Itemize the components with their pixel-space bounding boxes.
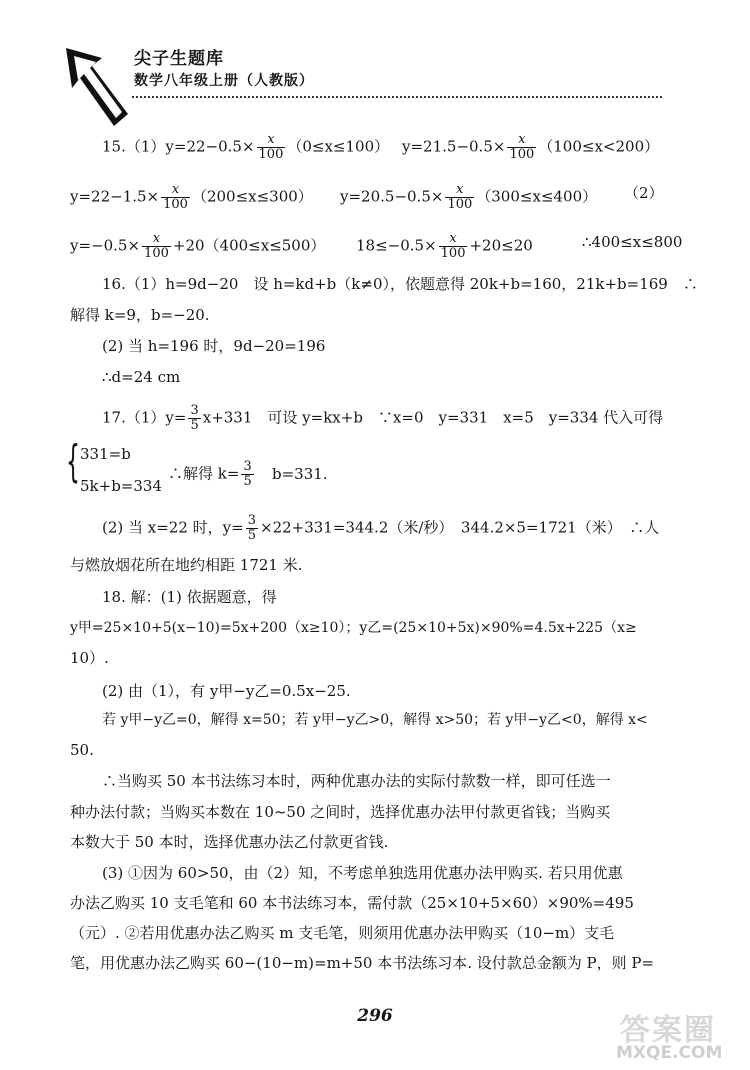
line-18-l: （元）. ②若用优惠办法乙购买 m 支毛笔，则须用优惠办法甲购买（10−m）支毛 — [70, 924, 615, 942]
text-segment: （0≤x≤100） — [287, 137, 390, 156]
line-17-d: 与燃放烟花所在地约相距 1721 米. — [70, 556, 303, 574]
text-segment: y=20.5−0.5× — [340, 187, 444, 206]
text-segment: x+331 可设 y=kx+b ∵x=0 y=331 x=5 y=334 代入可得 — [202, 408, 664, 427]
text-segment: （200≤x≤300） — [191, 187, 313, 206]
line-18-g: ∴当购买 50 本书法练习本时，两种优惠办法的实际付款数一样，即可任选一 — [102, 772, 611, 790]
text-segment: 17.（1）y= — [102, 408, 187, 427]
line-18-e: 若 y甲−y乙=0，解得 x=50；若 y甲−y乙>0，解得 x>50；若 y甲−y乙<0，解得 x< — [102, 712, 648, 728]
fraction: $\frac{x}{100}$ — [163, 182, 188, 212]
watermark-text: 答案圈 — [620, 1013, 716, 1048]
watermark-url: MXQE.COM — [616, 1043, 723, 1063]
text-segment: 18≤−0.5× — [356, 236, 437, 255]
text-segment: ∴400≤x≤800 — [582, 233, 683, 251]
line-17-b4: b=331. — [272, 465, 328, 483]
text-segment: (2) 当 x=22 时，y= — [102, 518, 244, 537]
fraction: $\frac{3}{5}$ — [247, 513, 256, 543]
line-16-d: ∴d=24 cm — [102, 368, 181, 386]
watermark — [610, 1005, 740, 1065]
line-15-c — [70, 232, 325, 261]
system-brace: { — [66, 436, 80, 487]
page-number: 296 — [357, 1006, 393, 1026]
text-segment: y=21.5−0.5× — [402, 137, 506, 156]
line-18-f: 50. — [70, 741, 94, 759]
fraction: $\frac{x}{100}$ — [258, 132, 284, 162]
line-18-c: 10）. — [70, 649, 109, 667]
line-17-c — [102, 514, 659, 543]
fraction: $\frac{3}{5}$ — [243, 459, 252, 489]
line-15-b2 — [340, 183, 597, 212]
text-segment: 15.（1）y=22−0.5× — [102, 137, 255, 156]
line-17-a — [102, 404, 663, 433]
line-16-b: 解得 k=9，b=−20. — [70, 306, 210, 324]
fraction: $\frac{x}{100}$ — [447, 182, 473, 212]
line-15-b3 — [624, 183, 664, 203]
fraction: $\frac{x}{100}$ — [440, 231, 466, 261]
line-18-j: (3) ①因为 60>50，由（2）知，不考虑单独选用优惠办法甲购买. 若只用优惠 — [102, 864, 623, 882]
text-segment: y=22−1.5× — [70, 187, 160, 206]
line-18-b: y甲=25×10+5(x−10)=5x+200（x≥10）；y乙=(25×10+5x)×90%=4.5x+225（x≥ — [70, 620, 637, 636]
book-title: 尖子生题库 — [134, 49, 224, 69]
line-15-c3 — [582, 232, 682, 252]
text-segment: y=−0.5× — [70, 236, 141, 255]
line-15-b — [70, 183, 313, 212]
line-17-b3 — [168, 460, 256, 489]
line-16-a: 16.（1）h=9d−20 设 h=kd+b（k≠0），依题意得 20k+b=160，21k+b=169 ∴ — [102, 275, 698, 293]
line-18-i: 本数大于 50 本时，选择优惠办法乙付款更省钱. — [70, 833, 389, 851]
fraction: $\frac{x}{100}$ — [144, 231, 169, 261]
line-18-d: (2) 由（1），有 y甲−y乙=0.5x−25. — [102, 682, 351, 700]
fraction: $\frac{3}{5}$ — [190, 403, 199, 433]
text-segment: ×22+331=344.2（米/秒） 344.2×5=1721（米） ∴人 — [260, 518, 660, 537]
line-17-b2: 5k+b=334 — [80, 477, 163, 495]
line-18-k: 办法乙购买 10 支毛笔和 60 本书法练习本，需付款（25×10+5×60）×90%=495 — [70, 894, 634, 912]
line-15-a — [102, 133, 389, 162]
line-18-m: 笔，用优惠办法乙购买 60−(10−m)=m+50 本书法练习本. 设付款总金额为 P，则 P= — [70, 954, 655, 972]
line-15-c2 — [356, 232, 533, 261]
line-16-c: (2) 当 h=196 时，9d−20=196 — [102, 337, 326, 355]
text-segment: +20≤20 — [469, 236, 533, 255]
text-segment: ∴解得 k= — [168, 464, 240, 483]
book-subtitle: 数学八年级上册（人教版） — [134, 73, 314, 89]
fraction: $\frac{x}{100}$ — [509, 132, 535, 162]
text-segment: （2） — [624, 184, 664, 202]
text-segment: （100≤x<200） — [538, 137, 660, 156]
line-18-h: 种办法付款；当购买本数在 10~50 之间时，选择优惠办法甲付款更省钱；当购买 — [70, 803, 611, 821]
line-18-a: 18. 解：(1) 依据题意，得 — [102, 588, 277, 606]
line-17-b1: 331=b — [80, 445, 131, 463]
text-segment: +20（400≤x≤500） — [172, 236, 326, 255]
text-segment: （300≤x≤400） — [476, 187, 598, 206]
line-15-a2 — [402, 133, 659, 162]
